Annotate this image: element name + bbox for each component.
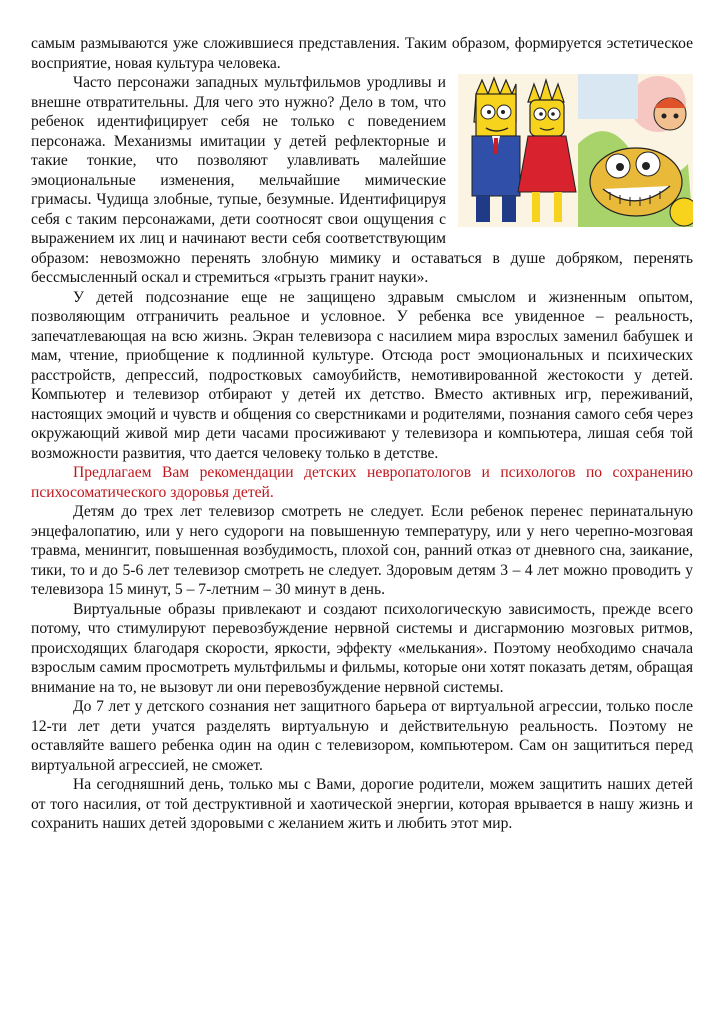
- paragraph-5: Детям до трех лет телевизор смотреть не следует. Если ребенок перенес перинатальную энцефалопатию, или у него судороги на повышенную температуру, или у него черепно-мозговая травма, менингит, повышенная возбудимость, плохой сон, ранний отказ от дневного сна, заикание, тики, то и до 5-6 лет телевизор смотреть не следует. Здоровым детям 3 – 4 лет можно проводить у телевизора 15 минут, 5 – 7-летним – 30 минут в день.: [31, 503, 693, 598]
- cartoon-characters-illustration: [458, 74, 693, 227]
- paragraph-3: У детей подсознание еще не защищено здравым смыслом и жизненным опытом, позволяющим отграничить реальное и условное. У ребенка все увиденное – реальность, запечатлевающая на всю жизнь. Экран телевизора с насилием мира взрослых заменил бабушек и мам, чтение, приобщение к подлинной культуре. Отсюда рост эмоциональных и психических расстройств, депрессий, подростковых самоубийств, немотивированной жестокости у детей. Компьютер и телевизор отбирают у детей их детство. Вместо активных игр, переживаний, настоящих эмоций и чувств и общения со сверстниками и родителями, познания самого себя через окружающий живой мир дети часами просиживают у телевизора и компьютера, лишая себя той возможности развития, что дается человеку только в детстве.: [31, 288, 693, 462]
- paragraph-1: самым размываются уже сложившиеся представления. Таким образом, формируется эстетическое восприятие, новая культура человека.: [31, 35, 693, 72]
- paragraph-8: На сегодняшний день, только мы с Вами, дорогие родители, можем защитить наших детей от того насилия, от той деструктивной и хаотической энергии, которая врывается в нашу жизнь и сохранить наших детей здоровыми с желанием жить и любить этот мир.: [31, 776, 693, 832]
- paragraph-2-text: Часто персонажи западных мультфильмов уродливы и внешне отвратительны. Для чего это нужно? Дело в том, что ребенок идентифицирует себя не только с поведением персонажа. Механизмы имитации у детей рефлекторные и такие тонкие, что позволяют улавливать малейшие эмоциональные изменения, мельчайшие мимические гримасы. Чудища злобные, тупые, безумные. Идентифицируя себя с таким персонажами, дети соотносят свои ощущения с выражением их лиц и начинают вести себя соответствующим образом: невозможно перенять злобную мимику и оставаться в душе добряком, перенять бессмысленный оскал и стремиться «грызть гранит науки».: [31, 74, 693, 286]
- paragraph-7: До 7 лет у детского сознания нет защитного барьера от виртуальной агрессии, только после 12-ти лет дети учатся разделять виртуальную и действительную реальность. Поэтому не оставляйте вашего ребенка один на один с телевизором, компьютером. Сам он защититься перед виртуальной агрессией, не сможет.: [31, 698, 693, 774]
- recommendation-heading: Предлагаем Вам рекомендации детских невропатологов и психологов по сохранению психосоматического здоровья детей.: [31, 464, 693, 501]
- document-page: [31, 34, 693, 834]
- paragraph-6: Виртуальные образы привлекают и создают психологическую зависимость, прежде всего потому, что стимулируют перевозбуждение нервной системы и дисгармонию мозговых ритмов, происходящих благодаря скорости, яркости, эффекту «мелькания». Поэтому необходимо сначала взрослым самим просмотреть мультфильмы и фильмы, которые они хотят показать детям, обращая внимание на то, не вызовут ли они перевозбуждение нервной системы.: [31, 600, 693, 696]
- paragraph-2: [31, 73, 693, 288]
